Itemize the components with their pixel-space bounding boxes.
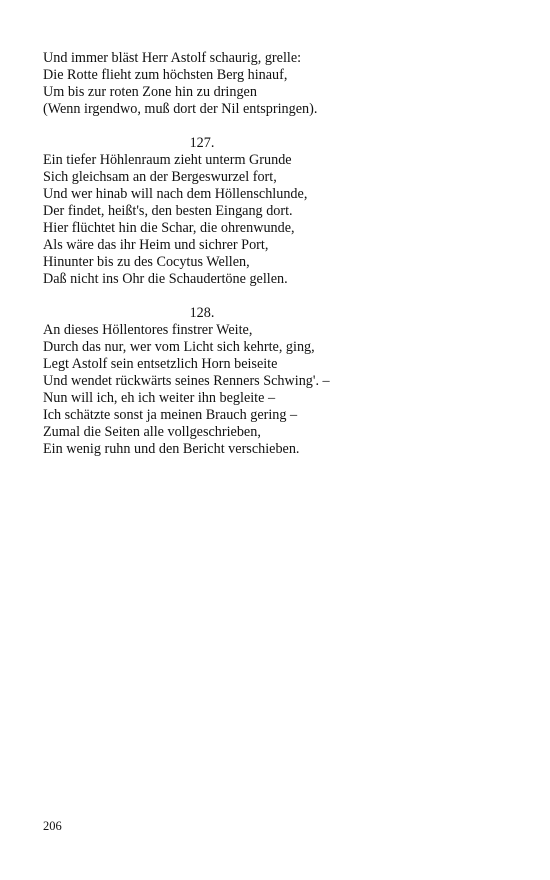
verse-line: Nun will ich, eh ich weiter ihn begleite – xyxy=(43,390,276,406)
stanza-number: 128. xyxy=(189,305,215,321)
verse-line: (Wenn irgendwo, muß dort der Nil entspringen). xyxy=(43,101,318,117)
page-number: 206 xyxy=(43,819,62,833)
verse-line: Hinunter bis zu des Cocytus Wellen, xyxy=(43,254,250,270)
stanza-127 xyxy=(43,135,363,288)
verse-line: Durch das nur, wer vom Licht sich kehrte, ging, xyxy=(43,339,315,355)
stanza-126-continuation xyxy=(43,50,363,118)
verse-line: Daß nicht ins Ohr die Schaudertöne gellen. xyxy=(43,271,288,287)
stanza-number: 127. xyxy=(189,135,215,151)
verse-line: Und wer hinab will nach dem Höllenschlunde, xyxy=(43,186,308,202)
verse-line: Ein wenig ruhn und den Bericht verschieben. xyxy=(43,441,300,457)
verse-line: Als wäre das ihr Heim und sichrer Port, xyxy=(43,237,269,253)
verse-line: Ein tiefer Höhlenraum zieht unterm Grunde xyxy=(43,152,292,168)
page-body xyxy=(43,50,363,458)
verse-line: Legt Astolf sein entsetzlich Horn beiseite xyxy=(43,356,278,372)
verse-line: Und wendet rückwärts seines Renners Schwing'. – xyxy=(43,373,330,389)
verse-line: Zumal die Seiten alle vollgeschrieben, xyxy=(43,424,261,440)
verse-line: Um bis zur roten Zone hin zu dringen xyxy=(43,84,257,100)
verse-line: Und immer bläst Herr Astolf schaurig, grelle: xyxy=(43,50,302,66)
verse-line: Der findet, heißt's, den besten Eingang dort. xyxy=(43,203,293,219)
stanza-128 xyxy=(43,305,363,458)
verse-line: An dieses Höllentores finstrer Weite, xyxy=(43,322,253,338)
verse-line: Ich schätzte sonst ja meinen Brauch gering – xyxy=(43,407,298,423)
verse-line: Sich gleichsam an der Bergeswurzel fort, xyxy=(43,169,277,185)
verse-line: Die Rotte flieht zum höchsten Berg hinauf, xyxy=(43,67,288,83)
verse-line: Hier flüchtet hin die Schar, die ohrenwunde, xyxy=(43,220,295,236)
